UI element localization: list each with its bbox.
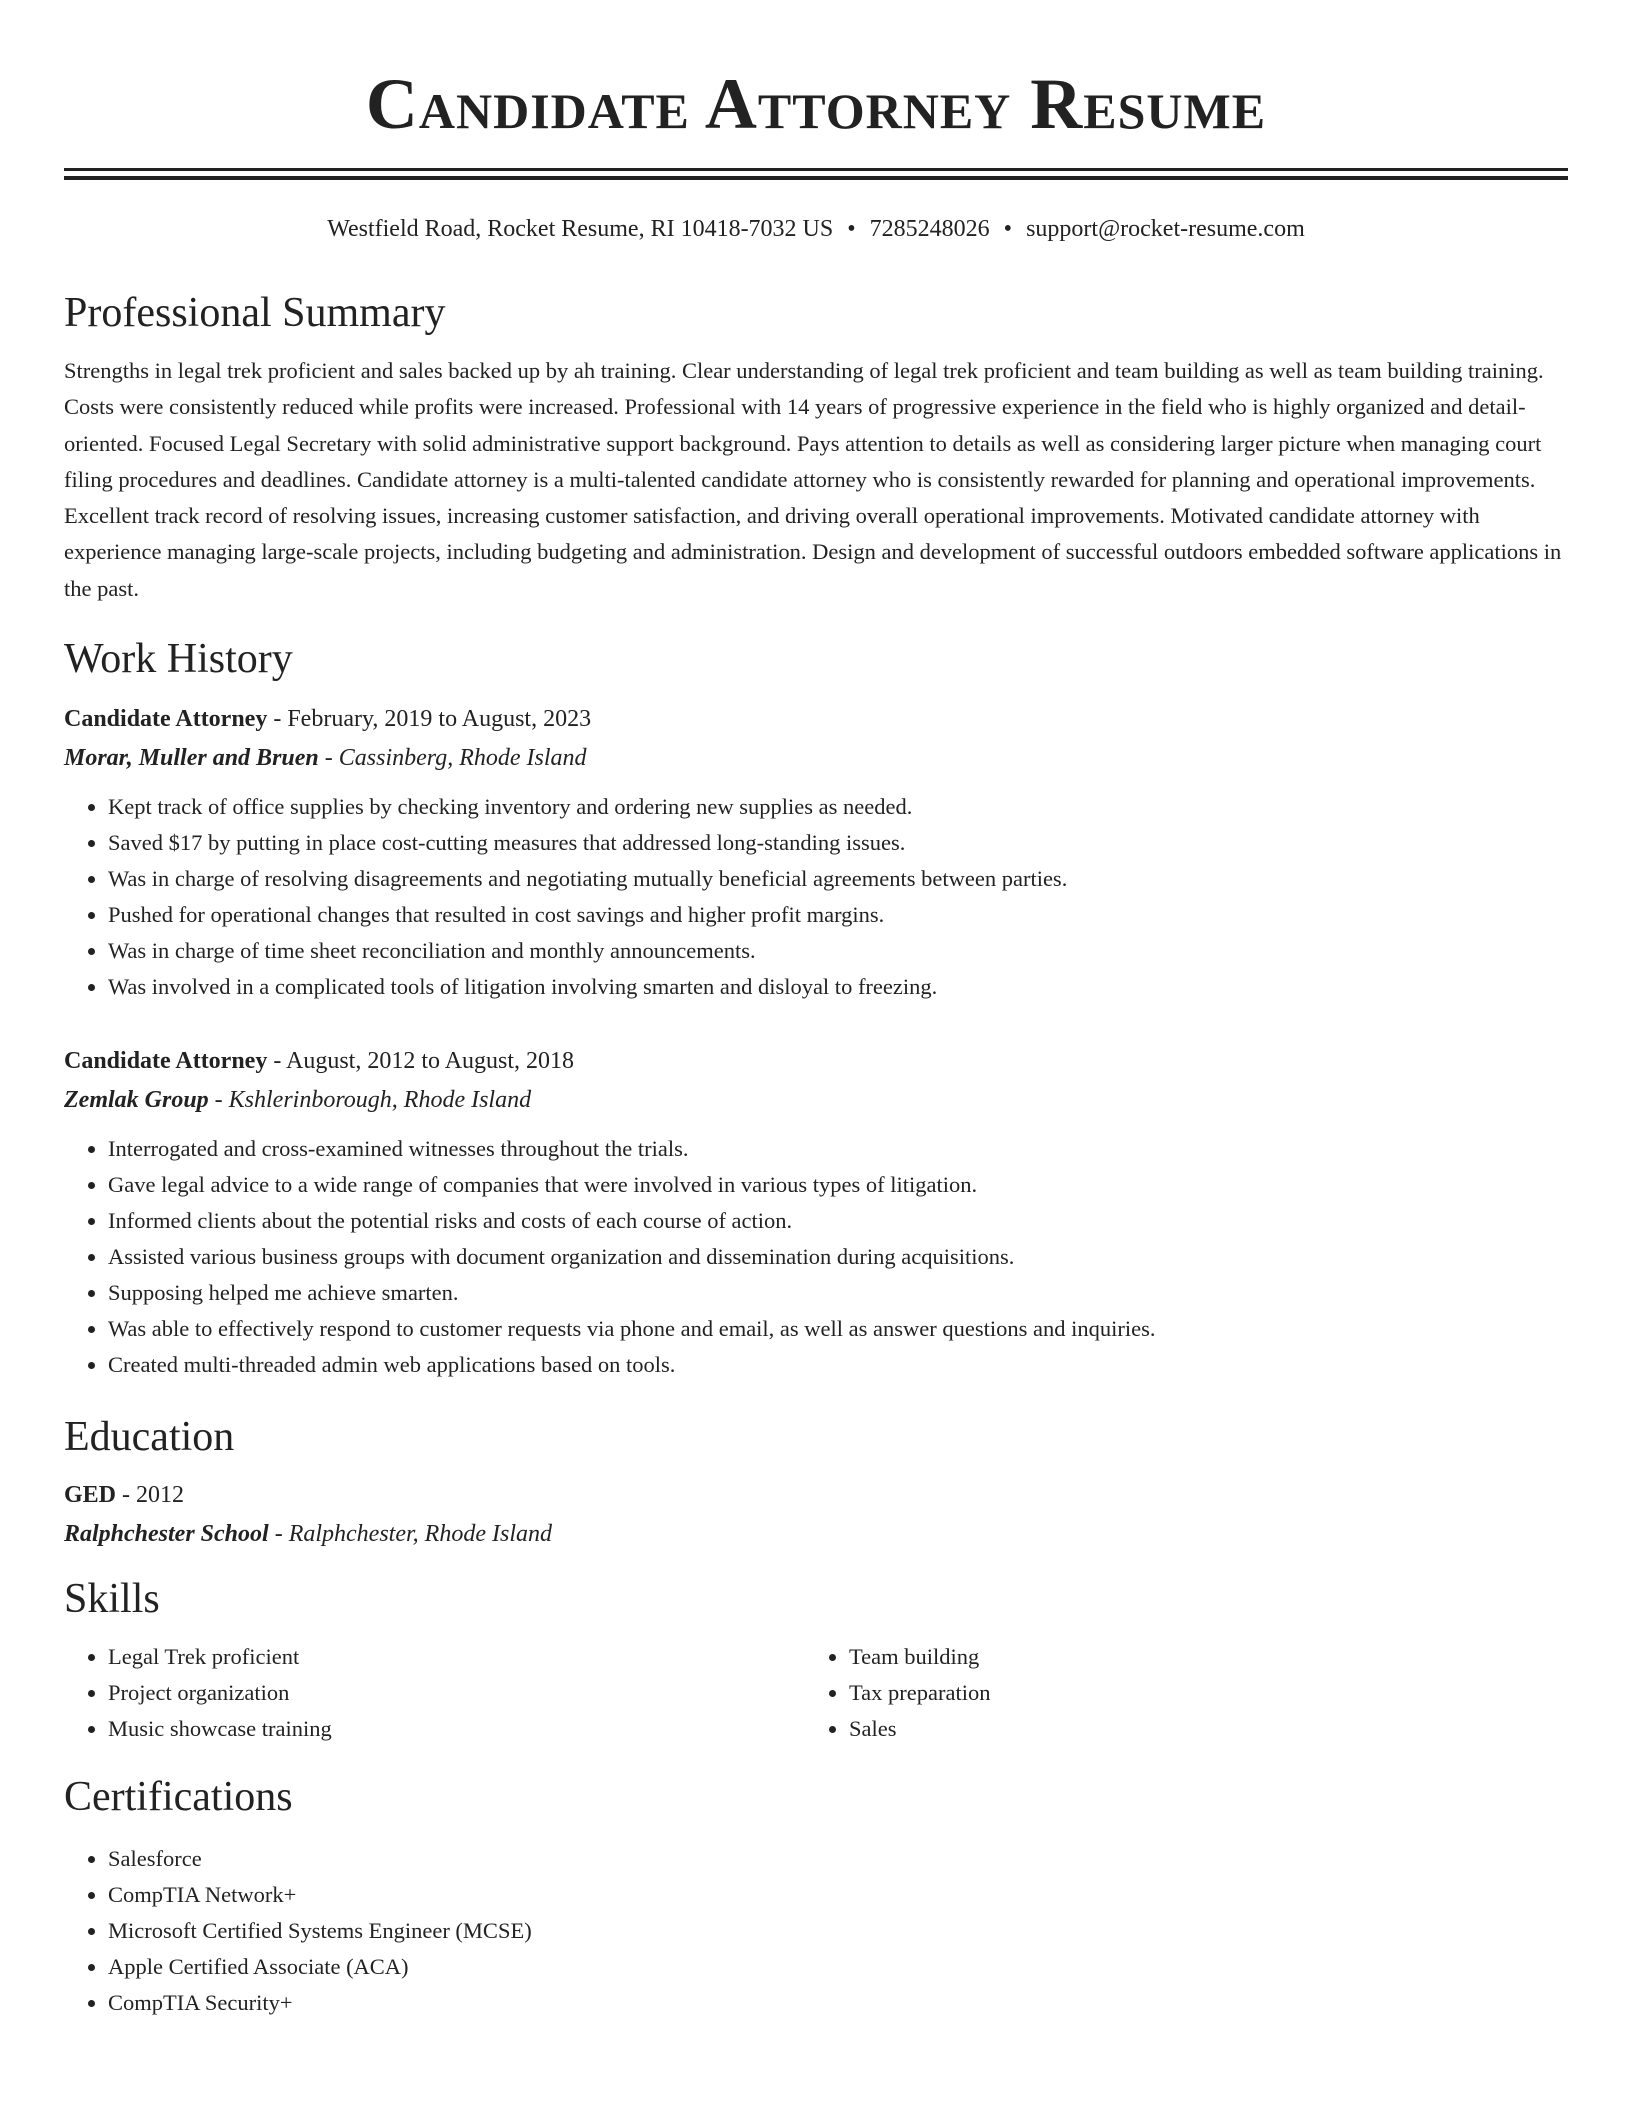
school-line [64,1517,1568,1551]
skill-item: • Legal Trek proficient [108,1639,805,1675]
school-location: - Ralphchester, Rhode Island [268,1521,552,1548]
contact-separator: • [1003,216,1013,242]
job-responsibilities [64,1131,1568,1383]
list-item: • Was in charge of time sheet reconciliation and monthly announcements. [108,933,1568,969]
contact-info [64,213,1568,245]
school-name: Ralphchester School [64,1521,269,1548]
employer-name: Morar, Muller and Bruen [64,745,319,772]
list-item: • Was able to effectively respond to customer requests via phone and email, as well as answer questions and inquiries. [108,1311,1568,1347]
contact-separator: • [847,216,856,242]
degree: GED [64,1482,117,1509]
resume-title: Candidate Attorney Resume [365,64,1267,144]
employer-name: Zemlak Group [64,1087,209,1114]
certifications-heading: Certifications [64,1774,293,1821]
employer-location: - Cassinberg, Rhode Island [318,745,587,772]
job-entry [64,703,1568,1005]
employer-line [64,1083,1568,1117]
title-divider-bottom [64,176,1568,180]
degree-year: - 2012 [116,1482,185,1509]
job-dates: - February, 2019 to August, 2023 [267,706,592,733]
certification-item: • Microsoft Certified Systems Engineer (MCSE) [108,1913,1568,1949]
skills-column-left [64,1639,805,1747]
skill-item: • Sales [849,1711,1546,1747]
list-item: • Was in charge of resolving disagreements and negotiating mutually beneficial agreements between parties. [108,861,1568,897]
skills-column-right [805,1639,1546,1747]
skill-item: • Team building [849,1639,1546,1675]
degree-line [64,1479,1568,1511]
title-divider-top [64,168,1568,171]
certification-item: • Salesforce [108,1841,1568,1877]
contact-phone: 7285248026 [869,216,990,242]
list-item: • Gave legal advice to a wide range of companies that were involved in various types of litigation. [108,1167,1568,1203]
contact-email: support@rocket-resume.com [1026,216,1305,242]
certification-item: • CompTIA Security+ [108,1985,1568,2021]
list-item: • Informed clients about the potential risks and costs of each course of action. [108,1203,1568,1239]
list-item: • Pushed for operational changes that resulted in cost savings and higher profit margins. [108,897,1568,933]
certification-item: • CompTIA Network+ [108,1877,1568,1913]
certifications-list [64,1841,1568,2021]
list-item: • Was involved in a complicated tools of litigation involving smarten and disloyal to freezing. [108,969,1568,1005]
job-title: Candidate Attorney [64,706,268,733]
summary-heading: Professional Summary [64,290,446,336]
certification-item: • Apple Certified Associate (ACA) [108,1949,1568,1985]
education-entry [64,1479,1568,1551]
job-title: Candidate Attorney [64,1048,268,1075]
list-item: • Kept track of office supplies by checking inventory and ordering new supplies as needed. [108,789,1568,825]
job-entry [64,1045,1568,1383]
list-item: • Saved $17 by putting in place cost-cutting measures that addressed long-standing issues. [108,825,1568,861]
skills-list [64,1639,1568,1747]
job-dates: - August, 2012 to August, 2018 [267,1048,575,1075]
skill-item: • Project organization [108,1675,805,1711]
job-title-line [64,703,1568,735]
contact-address: Westfield Road, Rocket Resume, RI 10418-7032 US [327,216,834,242]
list-item: • Assisted various business groups with document organization and dissemination during acquisitions. [108,1239,1568,1275]
list-item: • Supposing helped me achieve smarten. [108,1275,1568,1311]
employer-line [64,741,1568,775]
list-item: • Created multi-threaded admin web applications based on tools. [108,1347,1568,1383]
job-responsibilities [64,789,1568,1005]
skill-item: • Music showcase training [108,1711,805,1747]
employer-location: - Kshlerinborough, Rhode Island [208,1087,532,1114]
work-history-heading: Work History [64,636,293,683]
skill-item: • Tax preparation [849,1675,1546,1711]
job-title-line [64,1045,1568,1077]
education-heading: Education [64,1414,235,1461]
skills-heading: Skills [64,1576,160,1623]
summary-text: Strengths in legal trek proficient and sales backed up by ah training. Clear understanding of legal trek proficient and team building as well as team building training. Costs were consistently reduced while profits were increased. Professional with 14 years of progressive experience in the field who is highly organized and detail-oriented. Focused Legal Secretary with solid administrative support background. Pays attention to details as well as considering larger picture when managing court filing procedures and deadlines. Candidate attorney is a multi-talented candidate attorney who is consistently rewarded for planning and operational improvements. Excellent track record of resolving issues, increasing customer satisfaction, and driving overall operational improvements. Motivated candidate attorney with experience managing large-scale projects, including budgeting and administration. Design and development of successful outdoors embedded software applications in the past. [64,358,1562,601]
list-item: • Interrogated and cross-examined witnesses throughout the trials. [108,1131,1568,1167]
